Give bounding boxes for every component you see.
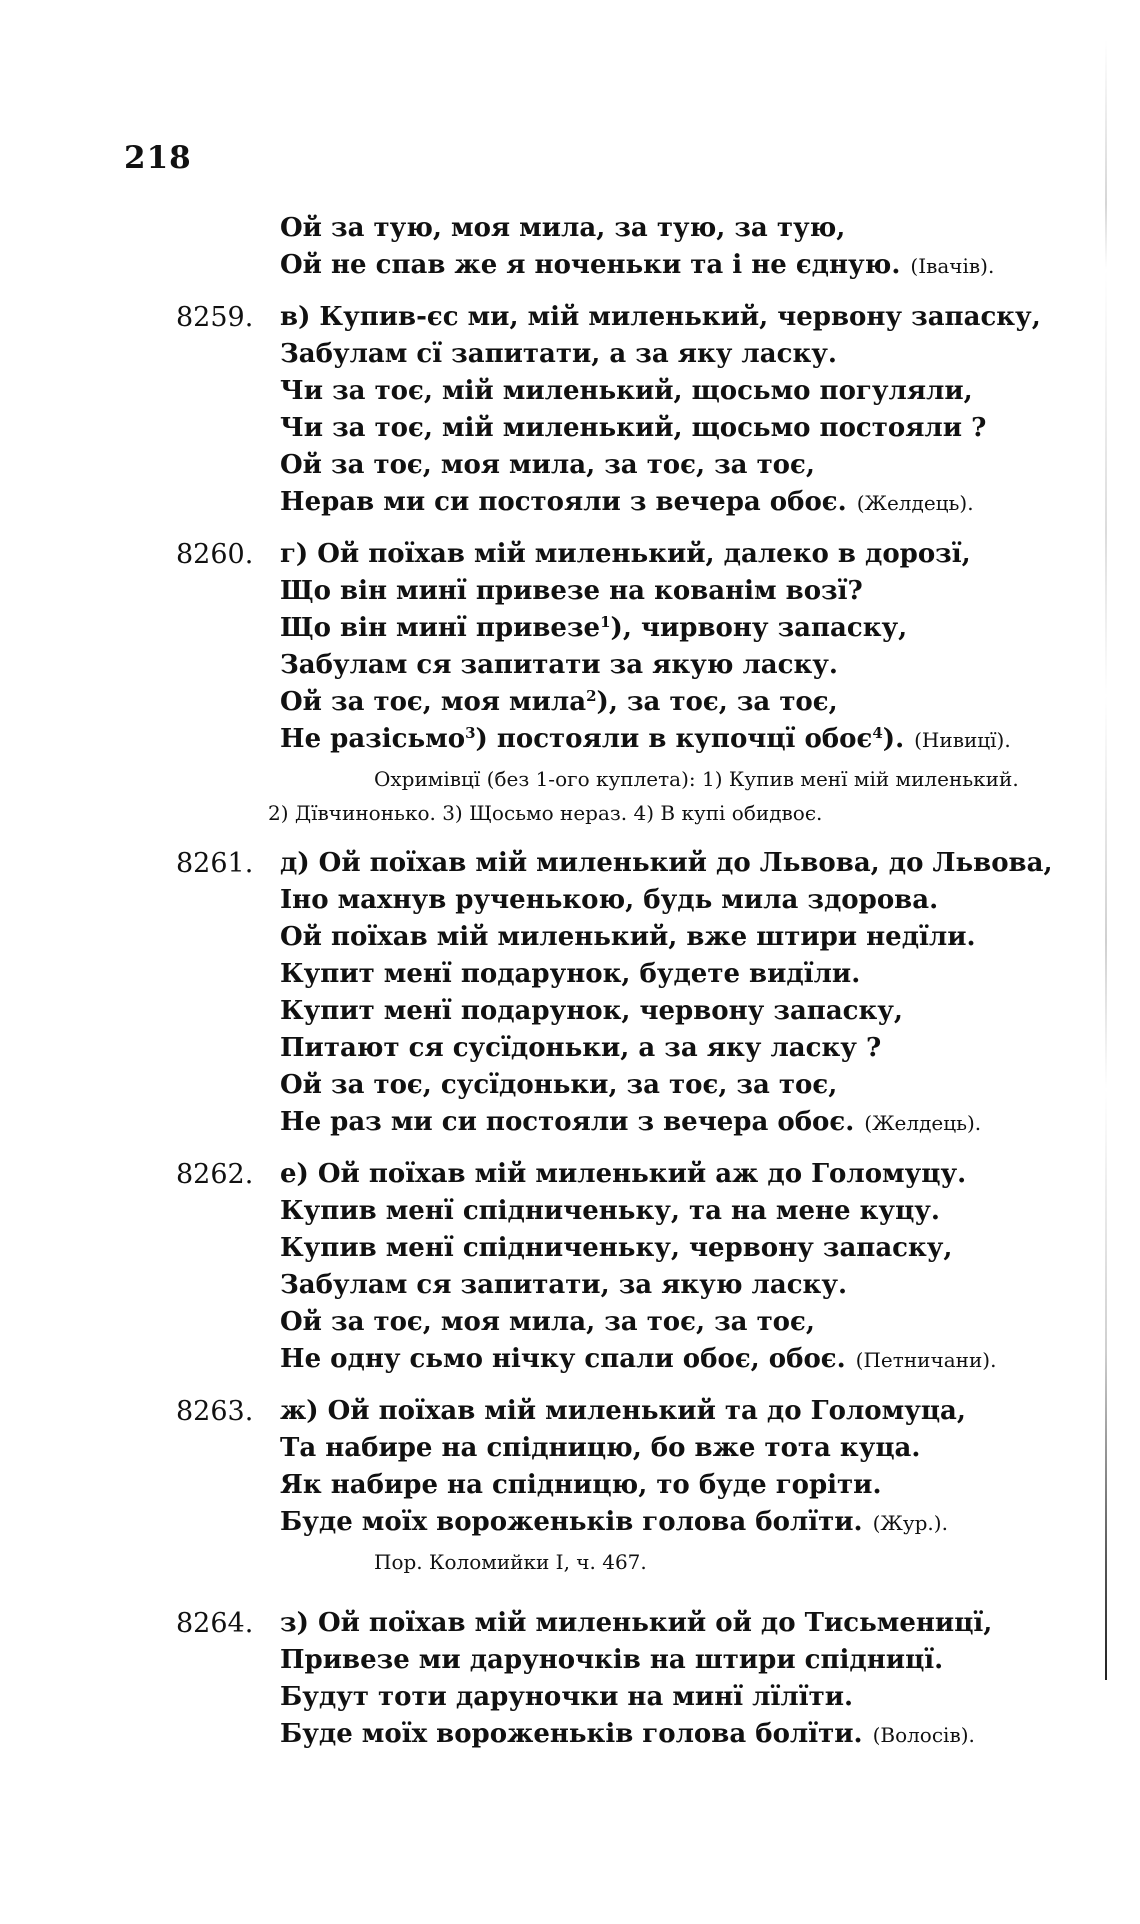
verse-text <box>280 1716 975 1754</box>
verse-line <box>0 647 1140 684</box>
verse-line <box>0 299 1140 336</box>
song-number: 8261. <box>176 848 254 879</box>
source-village: (Петничани). <box>855 1348 997 1372</box>
verse-line <box>0 1716 1140 1753</box>
verse-words: Ой за тоє, моя мила, за тоє, за тоє, <box>280 450 815 480</box>
verse-words: Чи за тоє, мій миленький, щосьмо погуляли, <box>280 376 973 406</box>
verse-line <box>0 1605 1140 1642</box>
verse-words: Будут тоти даруночки на минї лїлїти. <box>280 1682 854 1712</box>
verse-words: д) Ой поїхав мій миленький до Львова, до Львова, <box>280 848 1053 878</box>
verse-words: ) постояли в купочцї обоє <box>475 724 873 754</box>
verse-line <box>0 1430 1140 1467</box>
verse-words: Забулам сї запитати, а за яку ласку. <box>280 339 837 369</box>
verse-words: Питают ся сусїдоньки, а за яку ласку ? <box>280 1033 882 1063</box>
verse-line <box>0 610 1140 647</box>
footnote-line <box>0 796 1140 830</box>
verse-text <box>280 882 938 919</box>
verse-line <box>0 210 1140 247</box>
verse-text <box>280 447 815 484</box>
song-number: 8263. <box>176 1396 254 1427</box>
verse-words: ж) Ой поїхав мій миленький та до Голомуца, <box>280 1396 966 1426</box>
verse-words: Купит менї подарунок, червону запаску, <box>280 996 903 1026</box>
verse-line <box>0 721 1140 758</box>
verse-line <box>0 1679 1140 1716</box>
verse-line <box>0 1156 1140 1193</box>
verse-line <box>0 1030 1140 1067</box>
verse-text <box>280 1504 948 1542</box>
verse-line <box>0 1504 1140 1541</box>
verse-text <box>280 1104 981 1142</box>
verse-line <box>0 1642 1140 1679</box>
verse-words: Купив менї спідниченьку, червону запаску, <box>280 1233 953 1263</box>
footnote-text: Пор. Коломийки I, ч. 467. <box>374 1550 647 1574</box>
verse-words: Ой за тоє, моя мила <box>280 687 587 717</box>
verse-words: Ой за тоє, сусїдоньки, за тоє, за тоє, <box>280 1070 838 1100</box>
verse-text <box>280 684 838 721</box>
verse-line <box>0 1267 1140 1304</box>
verse-text <box>280 1267 847 1304</box>
verse-line <box>0 1230 1140 1267</box>
verse-words: Купив менї спідниченьку, та на мене куцу. <box>280 1196 940 1226</box>
verse-words: з) Ой поїхав мій миленький ой до Тисьменицї, <box>280 1608 993 1638</box>
verse-line <box>0 536 1140 573</box>
verse-text <box>280 336 837 373</box>
verse-words: Не раз ми си постояли з вечера обоє. <box>280 1107 855 1137</box>
verse-line <box>0 336 1140 373</box>
source-village: (Івачів). <box>910 254 995 278</box>
verse-text <box>280 484 974 522</box>
verse-line <box>0 1067 1140 1104</box>
verse-text <box>280 373 973 410</box>
song-number: 8264. <box>176 1608 254 1639</box>
song-number: 8259. <box>176 302 254 333</box>
verse-text <box>280 1430 920 1467</box>
verse-line <box>0 1467 1140 1504</box>
verse-line <box>0 956 1140 993</box>
verse-text <box>280 956 860 993</box>
verse-text <box>280 1156 966 1193</box>
verse-words: Що він минї привезе <box>280 613 601 643</box>
verse-words: Та набире на спідницю, бо вже тота куца. <box>280 1433 921 1463</box>
source-village: (Жур.). <box>872 1511 948 1535</box>
verse-words: Не одну сьмо нічку спали обоє, обоє. <box>280 1344 846 1374</box>
verse-words: Привезе ми даруночків на штири спідницї. <box>280 1645 944 1675</box>
verse-text <box>280 1341 996 1379</box>
footnote-text: Охримівцї (без 1-ого куплета): 1) Купив менї мій миленький. <box>374 767 1019 791</box>
verse-words: ), за тоє, за тоє, <box>596 687 838 717</box>
verse-text <box>280 573 863 610</box>
verse-text <box>280 1304 815 1341</box>
source-village: (Нивицї). <box>914 728 1011 752</box>
verse-line <box>0 410 1140 447</box>
verse-words: Ой за тоє, моя мила, за тоє, за тоє, <box>280 1307 815 1337</box>
verse-text <box>280 721 1011 759</box>
verse-text <box>280 536 971 573</box>
verse-text <box>280 993 903 1030</box>
verse-words: в) Купив-єс ми, мій миленький, червону запаску, <box>280 302 1041 332</box>
verse-words: Купит менї подарунок, будете видїли. <box>280 959 861 989</box>
verse-text <box>280 1679 853 1716</box>
verse-line <box>0 484 1140 521</box>
verse-line <box>0 882 1140 919</box>
verse-words: Буде моїх вороженьків голова болїти. <box>280 1719 863 1749</box>
verse-line <box>0 1104 1140 1141</box>
footnote-mark: 4 <box>872 724 883 742</box>
verse-words: Що він минї привезе на кованім возї? <box>280 576 863 606</box>
verse-text <box>280 610 907 647</box>
footnote-mark: 1 <box>600 613 611 631</box>
verse-words: Не разісьмо <box>280 724 466 754</box>
verse-words: Буде моїх вороженьків голова болїти. <box>280 1507 863 1537</box>
verse-text <box>280 845 1053 882</box>
verse-words: Нерав ми си постояли з вечера обоє. <box>280 487 847 517</box>
song-number: 8260. <box>176 539 254 570</box>
verse-line <box>0 247 1140 284</box>
verse-line <box>0 1193 1140 1230</box>
footnote-line <box>0 1545 1140 1579</box>
verse-words: ), чирвону запаску, <box>610 613 908 643</box>
verse-text <box>280 919 976 956</box>
verse-line <box>0 993 1140 1030</box>
verse-text <box>280 410 986 447</box>
source-village: (Желдець). <box>864 1111 982 1135</box>
footnote-mark: 3 <box>465 724 476 742</box>
verse-text <box>280 299 1041 336</box>
verse-line <box>0 373 1140 410</box>
verse-text <box>280 1067 837 1104</box>
verse-text <box>280 1467 882 1504</box>
verse-line <box>0 919 1140 956</box>
verse-words: ). <box>882 724 905 754</box>
verse-text <box>280 1230 952 1267</box>
verse-text <box>280 647 838 684</box>
verse-text <box>280 1030 881 1067</box>
verse-line <box>0 845 1140 882</box>
source-village: (Желдець). <box>856 491 974 515</box>
verse-words: Ой поїхав мій миленький, вже штири недїли. <box>280 922 976 952</box>
verse-text <box>280 247 994 285</box>
verse-words: Ой не спав же я ноченьки та і не єдную. <box>280 250 901 280</box>
verse-words: Чи за тоє, мій миленький, щосьмо постояли ? <box>280 413 987 443</box>
verse-words: Іно махнув рученькою, будь мила здорова. <box>280 885 939 915</box>
verse-words: г) Ой поїхав мій миленький, далеко в дорозї, <box>280 539 971 569</box>
source-village: (Волосів). <box>872 1723 975 1747</box>
verse-words: е) Ой поїхав мій миленький аж до Голомуцу. <box>280 1159 967 1189</box>
verse-line <box>0 447 1140 484</box>
verse-text <box>280 1193 940 1230</box>
page-number: 218 <box>124 140 192 176</box>
verse-line <box>0 1341 1140 1378</box>
footnote-line <box>0 762 1140 796</box>
song-text <box>0 210 1140 1753</box>
verse-line <box>0 684 1140 721</box>
verse-text <box>280 1393 966 1430</box>
verse-words: Як набире на спідницю, то буде горіти. <box>280 1470 882 1500</box>
verse-line <box>0 1393 1140 1430</box>
verse-words: Забулам ся запитати за якую ласку. <box>280 650 838 680</box>
verse-text <box>280 210 845 247</box>
verse-line <box>0 1304 1140 1341</box>
verse-text <box>280 1642 943 1679</box>
verse-words: Ой за тую, моя мила, за тую, за тую, <box>280 213 846 243</box>
verse-words: Забулам ся запитати, за якую ласку. <box>280 1270 848 1300</box>
footnote-mark: 2 <box>586 687 597 705</box>
verse-line <box>0 573 1140 610</box>
verse-text <box>280 1605 992 1642</box>
song-number: 8262. <box>176 1159 254 1190</box>
footnote-text: 2) Дївчинонько. 3) Щосьмо нераз. 4) В купі обидвоє. <box>268 801 823 825</box>
